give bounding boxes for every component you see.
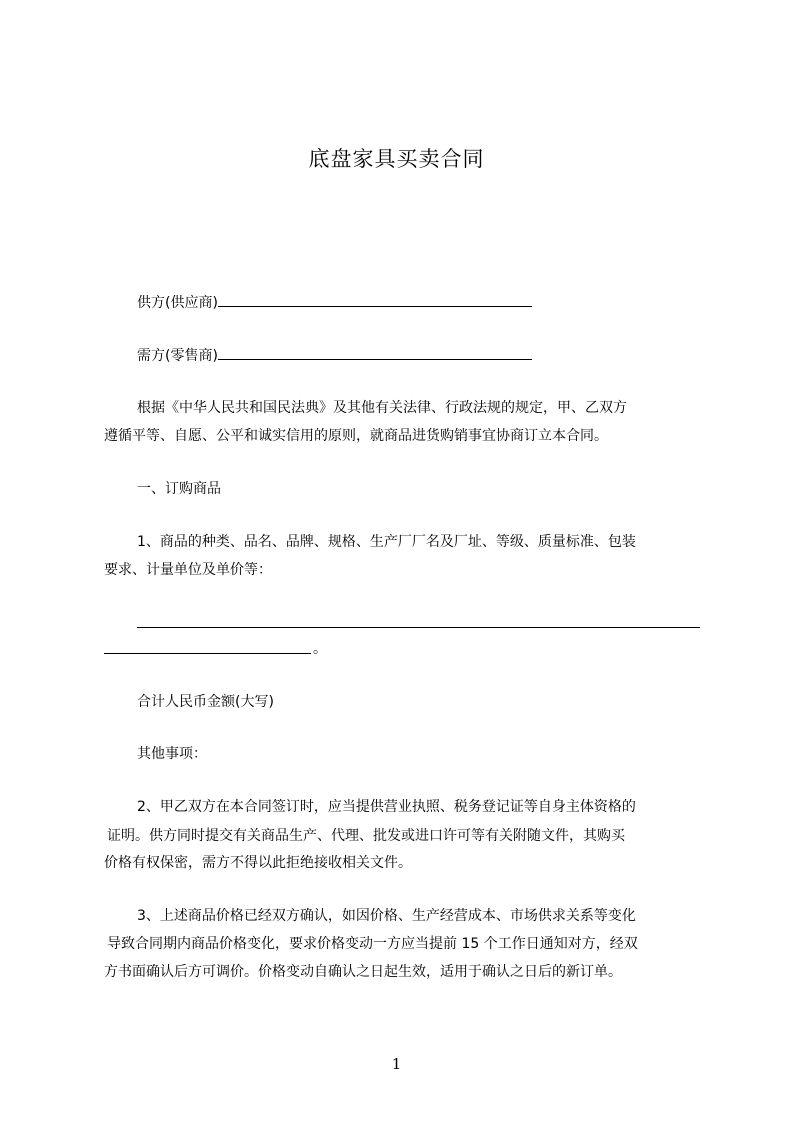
goods-blank-line-2[interactable] <box>104 653 311 654</box>
item1-line-2: 要求、计量单位及单价等： <box>104 562 272 578</box>
item2-line-1: 2、甲乙双方在本合同签订时，应当提供营业执照、税务登记证等自身主体资格的 <box>137 799 636 815</box>
intro-line-2: 遵循平等、自愿、公平和诚实信用的原则，就商品进货购销事宜协商订立本合同。 <box>104 428 608 444</box>
goods-blank-line-1[interactable] <box>137 627 700 628</box>
page-title: 底盘家具买卖合同 <box>308 147 485 171</box>
intro-line-1: 根据《中华人民共和国民法典》及其他有关法律、行政法规的规定，甲、乙双方 <box>137 400 627 416</box>
item3-line-2: 导致合同期内商品价格变化，要求价格变动一方应当提前 15 个工作日通知对方，经双 <box>107 936 638 952</box>
buyer-blank[interactable] <box>218 345 532 360</box>
total-amount-label: 合计人民币金额(大写) <box>137 694 274 710</box>
page-number: 1 <box>391 1055 402 1073</box>
buyer-label: 需方(零售商) <box>137 348 218 364</box>
item3-line-3: 方书面确认后方可调价。价格变动自确认之日起生效，适用于确认之日后的新订单。 <box>104 964 622 980</box>
supplier-blank[interactable] <box>218 292 532 307</box>
supplier-label: 供方(供应商) <box>137 295 218 311</box>
goods-blank-end: 。 <box>313 641 327 657</box>
item2-line-3: 价格有权保密，需方不得以此拒绝接收相关文件。 <box>104 855 412 871</box>
other-matters-label: 其他事项： <box>137 746 207 762</box>
item1-line-1: 1、商品的种类、品名、品牌、规格、生产厂厂名及厂址、等级、质量标准、包装 <box>137 534 636 550</box>
supplier-line <box>137 292 532 313</box>
buyer-line <box>137 345 532 366</box>
item3-line-1: 3、上述商品价格已经双方确认，如因价格、生产经营成本、市场供求关系等变化 <box>137 908 636 924</box>
item2-line-2: 证明。供方同时提交有关商品生产、代理、批发或进口许可等有关附随文件，其购买 <box>107 828 625 844</box>
section-heading-1: 一、订购商品 <box>137 481 221 497</box>
